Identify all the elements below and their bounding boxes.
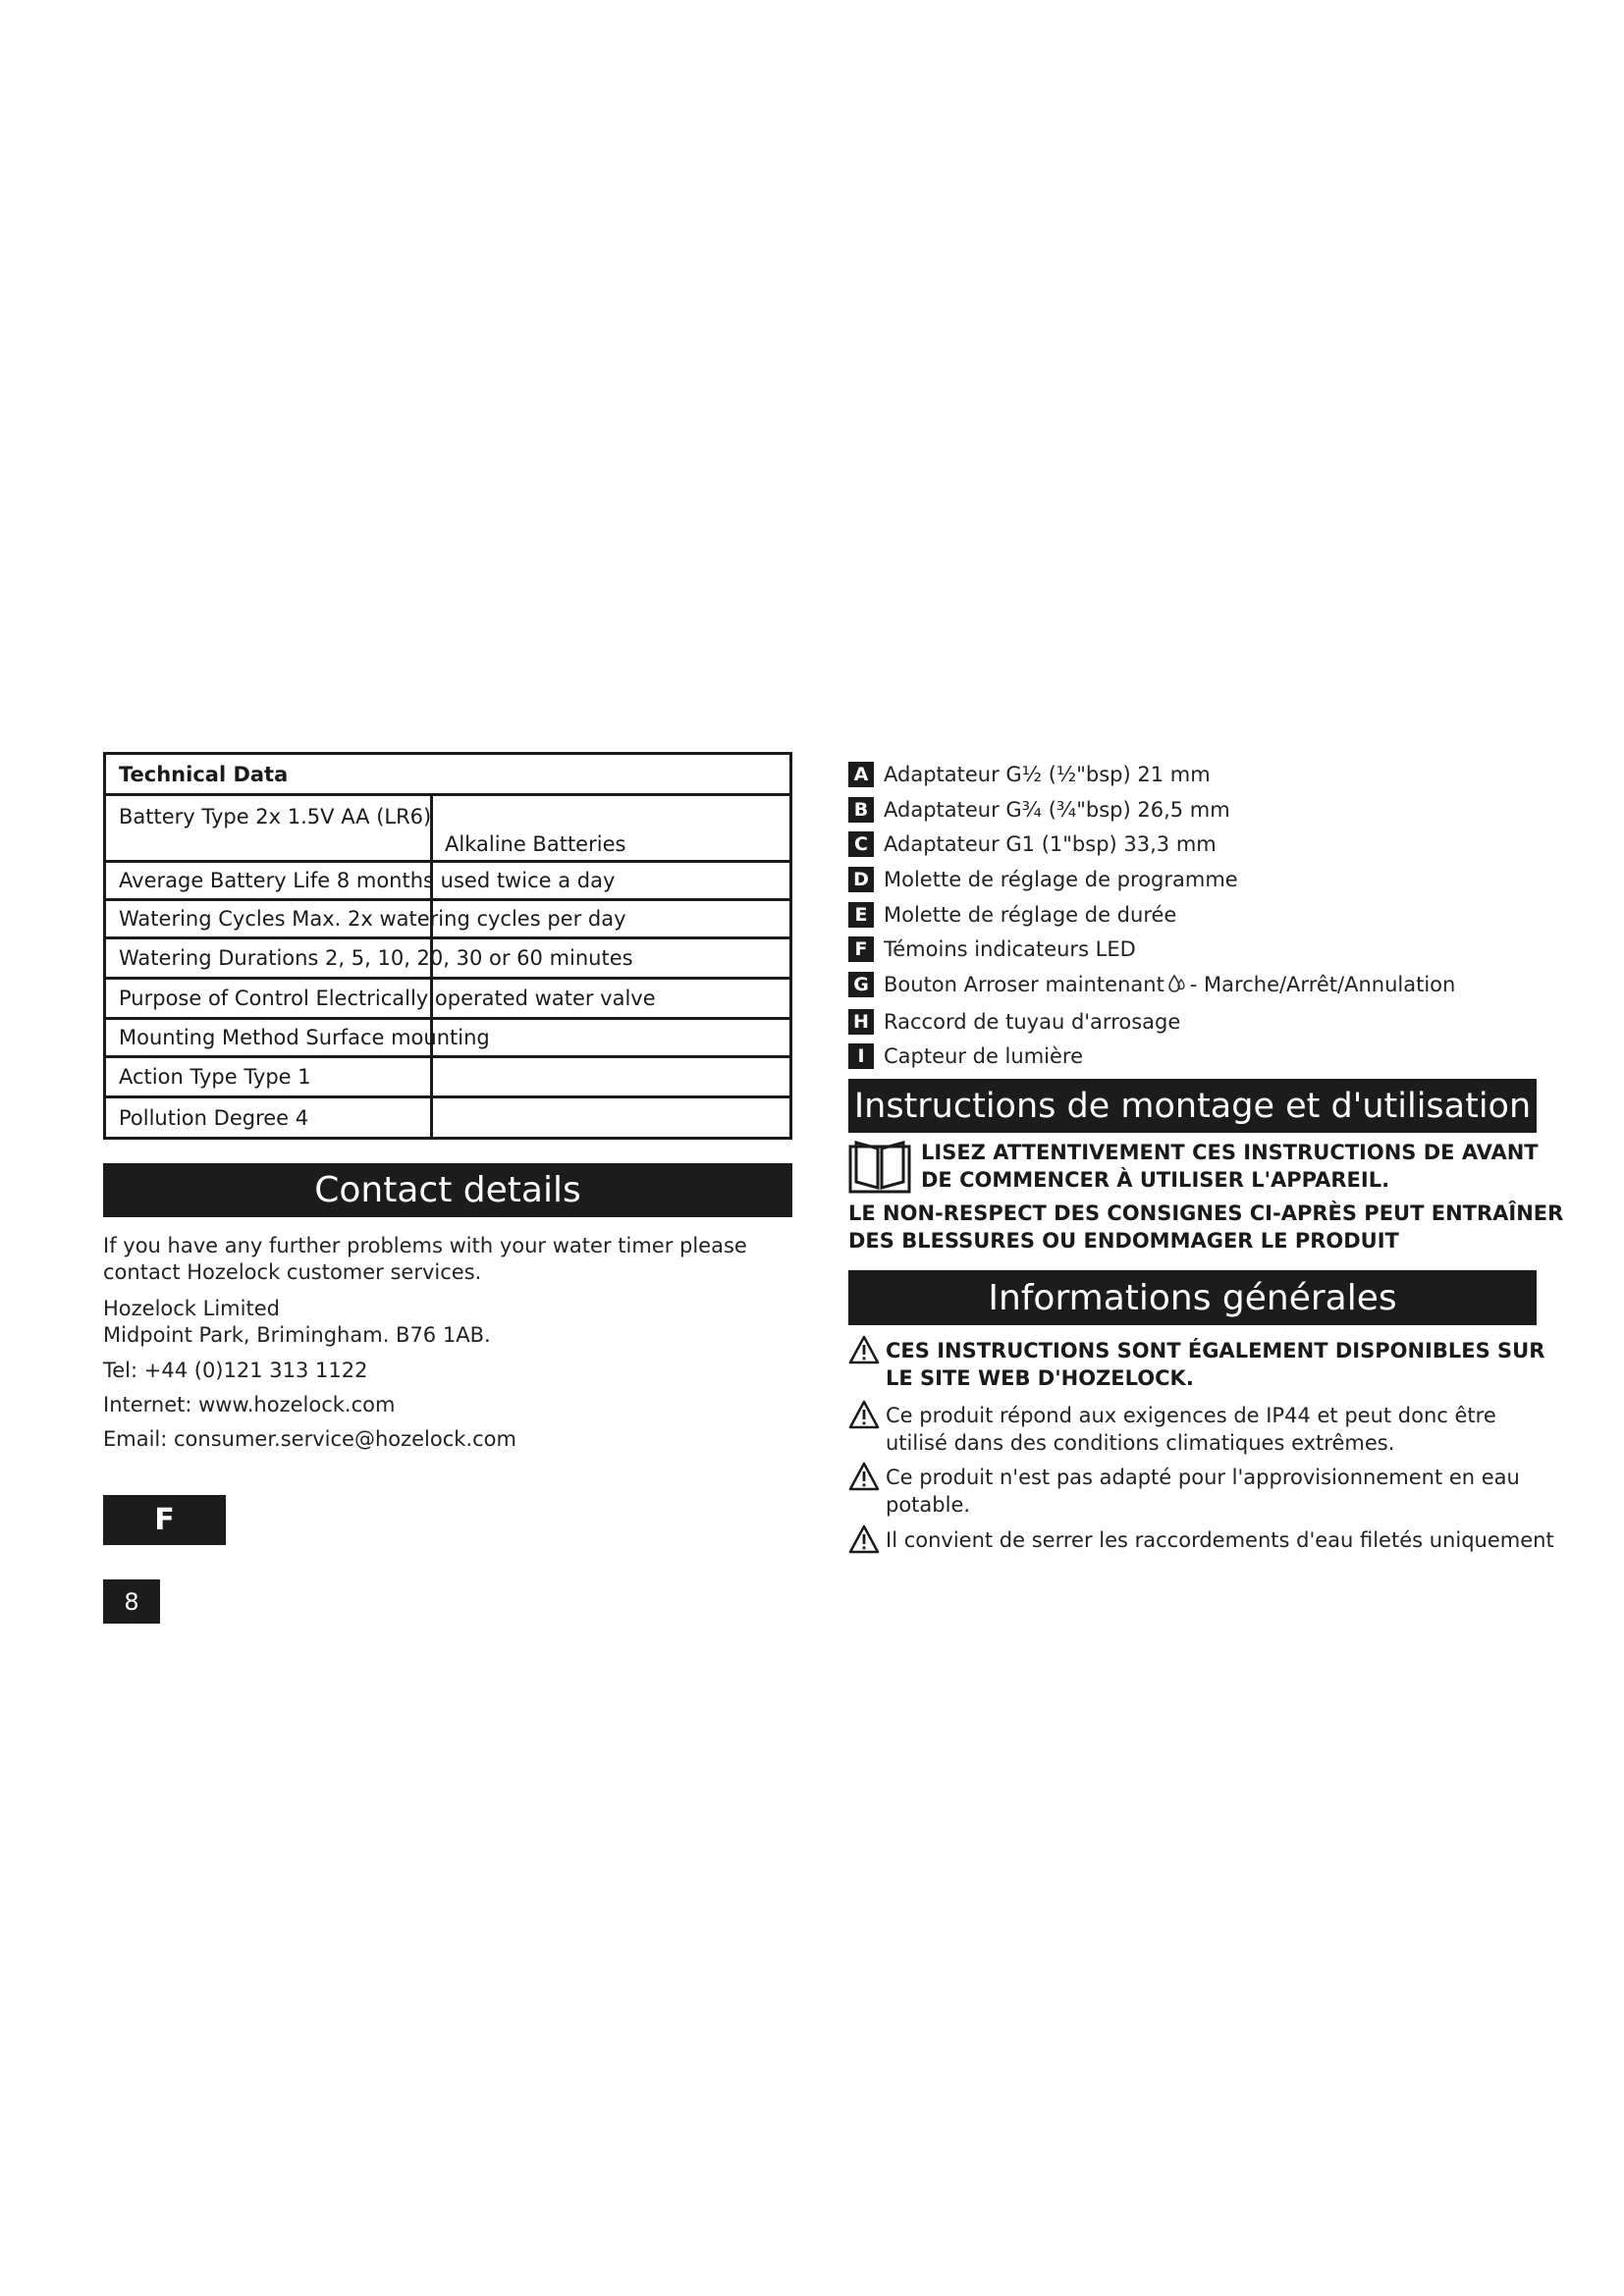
part-letter-badge: A bbox=[848, 762, 874, 787]
list-item bbox=[848, 760, 1211, 789]
table-row bbox=[106, 1017, 789, 1055]
warning-line: Ce produit répond aux exigences de IP44 et peut donc être bbox=[886, 1404, 1496, 1427]
part-label-text-after: - Marche/Arrêt/Annulation bbox=[1189, 973, 1456, 996]
part-label: Adaptateur G1 (1"bsp) 33,3 mm bbox=[884, 832, 1217, 856]
table-row-text: Watering Durations 2, 5, 10, 20, 30 or 60 minutes bbox=[119, 946, 633, 970]
technical-data-header bbox=[106, 755, 789, 793]
warning-text bbox=[886, 1337, 1544, 1392]
warning-icon bbox=[848, 1524, 880, 1554]
table-row bbox=[106, 793, 789, 860]
warning-line: potable. bbox=[886, 1493, 971, 1517]
instructions-banner: Instructions de montage et d'utilisation bbox=[848, 1079, 1537, 1133]
table-row-text: Pollution Degree 4 bbox=[119, 1105, 309, 1130]
list-item bbox=[848, 865, 1238, 894]
warning-icon bbox=[848, 1335, 880, 1364]
book-icon bbox=[848, 1141, 911, 1196]
contact-email[interactable]: Email: consumer.service@hozelock.com bbox=[103, 1427, 516, 1451]
list-item bbox=[848, 1007, 1180, 1037]
table-row-text: Battery Type 2x 1.5V AA (LR6) bbox=[119, 805, 432, 828]
non-compliance-warning bbox=[848, 1200, 1563, 1255]
part-label: Adaptateur G¾ (¾"bsp) 26,5 mm bbox=[884, 798, 1230, 822]
table-column-divider bbox=[430, 1058, 433, 1095]
list-item bbox=[848, 1464, 1520, 1519]
warning-icon bbox=[848, 1462, 880, 1491]
contact-company: Hozelock Limited bbox=[103, 1297, 280, 1320]
warning-line: DES BLESSURES OU ENDOMMAGER LE PRODUIT bbox=[848, 1229, 1399, 1253]
table-column-divider bbox=[430, 1098, 433, 1137]
part-letter-badge: I bbox=[848, 1043, 874, 1069]
part-label: Molette de réglage de durée bbox=[884, 903, 1177, 927]
part-label: Raccord de tuyau d'arrosage bbox=[884, 1010, 1181, 1034]
table-row bbox=[106, 1055, 789, 1095]
warning-line: LE SITE WEB D'HOZELOCK. bbox=[886, 1366, 1194, 1390]
list-item bbox=[848, 829, 1217, 859]
read-instructions-notice bbox=[921, 1139, 1539, 1194]
part-letter-badge: E bbox=[848, 902, 874, 928]
contact-intro-line: If you have any further problems with your water timer please bbox=[103, 1234, 747, 1257]
table-row bbox=[106, 860, 789, 898]
warning-text bbox=[886, 1402, 1496, 1457]
water-drop-icon bbox=[1166, 974, 1188, 995]
warning-line: utilisé dans des conditions climatiques extrêmes. bbox=[886, 1431, 1395, 1455]
list-item bbox=[848, 1041, 1083, 1071]
technical-data-title: Technical Data bbox=[119, 762, 289, 786]
contact-intro bbox=[103, 1233, 747, 1286]
table-row-text: Watering Cycles Max. 2x watering cycles per day bbox=[119, 907, 626, 931]
notice-line: DE COMMENCER À UTILISER L'APPAREIL. bbox=[921, 1168, 1390, 1192]
table-row bbox=[106, 977, 789, 1017]
table-row bbox=[106, 1095, 789, 1137]
part-letter-badge: F bbox=[848, 936, 874, 962]
contact-internet[interactable]: Internet: www.hozelock.com bbox=[103, 1393, 396, 1416]
part-label: Molette de réglage de programme bbox=[884, 868, 1238, 891]
list-item bbox=[848, 970, 1455, 999]
table-row-text: Purpose of Control Electrically operated water valve bbox=[119, 987, 656, 1010]
part-label: Témoins indicateurs LED bbox=[884, 937, 1136, 961]
contact-street: Midpoint Park, Brimingham. B76 1AB. bbox=[103, 1323, 491, 1347]
part-letter-badge: D bbox=[848, 867, 874, 892]
warning-line: Il convient de serrer les raccordements d'eau filetés uniquement bbox=[886, 1528, 1554, 1552]
list-item bbox=[848, 1402, 1496, 1457]
part-label: Capteur de lumière bbox=[884, 1044, 1084, 1068]
list-item bbox=[848, 900, 1176, 930]
table-row-subtext: Alkaline Batteries bbox=[445, 832, 626, 856]
warning-text bbox=[886, 1526, 1554, 1554]
part-label bbox=[884, 973, 1455, 996]
contact-address bbox=[103, 1296, 491, 1349]
list-item bbox=[848, 1526, 1554, 1554]
language-badge: F bbox=[103, 1495, 226, 1545]
warning-line: Ce produit n'est pas adapté pour l'approvisionnement en eau bbox=[886, 1466, 1520, 1489]
warning-text bbox=[886, 1464, 1520, 1519]
contact-details-banner: Contact details bbox=[103, 1163, 792, 1217]
table-row-text: Average Battery Life 8 months used twice a day bbox=[119, 869, 616, 892]
warning-icon bbox=[848, 1400, 880, 1429]
list-item bbox=[848, 795, 1230, 825]
part-letter-badge: B bbox=[848, 797, 874, 823]
notice-line: LISEZ ATTENTIVEMENT CES INSTRUCTIONS DE AVANT bbox=[921, 1141, 1539, 1164]
contact-tel: Tel: +44 (0)121 313 1122 bbox=[103, 1359, 368, 1382]
contact-intro-line: contact Hozelock customer services. bbox=[103, 1260, 482, 1284]
part-letter-badge: C bbox=[848, 831, 874, 857]
part-letter-badge: G bbox=[848, 972, 874, 997]
part-label-text: Bouton Arroser maintenant bbox=[884, 973, 1164, 996]
table-row bbox=[106, 936, 789, 977]
table-row-text: Action Type Type 1 bbox=[119, 1065, 311, 1089]
part-label: Adaptateur G½ (½"bsp) 21 mm bbox=[884, 763, 1211, 786]
technical-data-table bbox=[103, 752, 792, 1140]
warning-line: CES INSTRUCTIONS SONT ÉGALEMENT DISPONIBLES SUR bbox=[886, 1339, 1545, 1362]
general-information-banner: Informations générales bbox=[848, 1270, 1537, 1325]
page-number: 8 bbox=[103, 1579, 160, 1624]
part-letter-badge: H bbox=[848, 1009, 874, 1035]
table-row-text: Mounting Method Surface mounting bbox=[119, 1026, 490, 1049]
warning-line: LE NON-RESPECT DES CONSIGNES CI-APRÈS PEUT ENTRAÎNER bbox=[848, 1201, 1564, 1225]
table-row bbox=[106, 898, 789, 936]
list-item bbox=[848, 934, 1136, 964]
list-item bbox=[848, 1337, 1544, 1392]
